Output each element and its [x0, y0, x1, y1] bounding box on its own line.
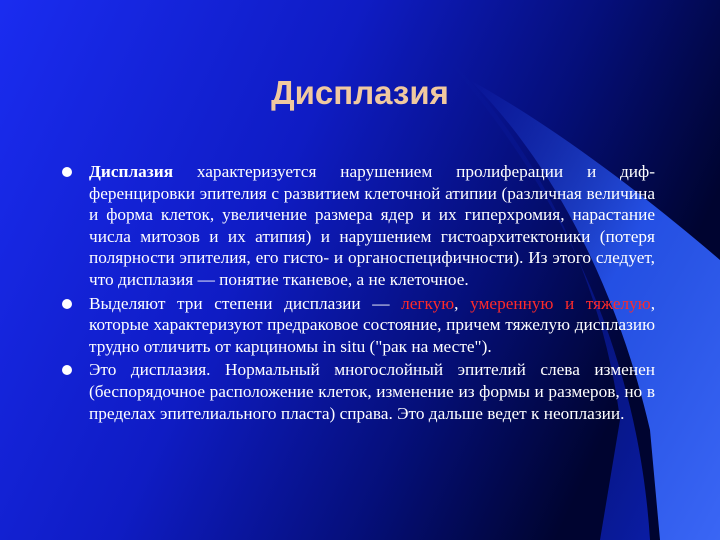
highlight-severe: тяжелую — [585, 293, 651, 313]
bullet-list — [89, 161, 655, 426]
highlight-moderate: умеренную — [470, 293, 554, 313]
slide-title — [0, 74, 720, 112]
separator: и — [553, 293, 586, 313]
bullet-text: , которые характеризуют предраковое состояние, причем тяжелую дисплазию трудно отличить от карциномы in situ ("рак на месте"). — [89, 293, 656, 356]
bullet-item — [89, 161, 655, 291]
slide-title-text: Дисплазия — [271, 74, 449, 111]
bullet-text: Выделяют три степени дисплазии — — [89, 293, 402, 313]
bullet-term: Дисплазия — [89, 162, 174, 181]
bullet-text: характеризуется нарушением пролиферации и диф-ференцировки эпителия с развитием клеточной атипии (различная величина и форма клеток, увеличение размера ядер и их гиперхромия, нарастание числа митозов и их атипия) и нарушением гистоархитектоники (потеря полярности эпителия, его гисто- и органоспецифичности). Из этого следует, что дисплазия — понятие тканевое, а не клеточное. — [89, 162, 655, 289]
highlight-mild: легкую — [401, 293, 455, 313]
bullet-item — [89, 293, 655, 358]
bullet-item — [89, 359, 655, 424]
bullet-dot-icon — [62, 167, 72, 177]
separator: , — [454, 293, 471, 313]
bullet-dot-icon — [62, 299, 72, 309]
bullet-text: Это дисплазия. Нормальный многослойный эпителий слева изменен (беспорядочное расположение клеток, изменение из формы и размеров, но в пределах эпителиального пласта) справа. Это дальше ведет к неоплазии. — [89, 360, 655, 423]
